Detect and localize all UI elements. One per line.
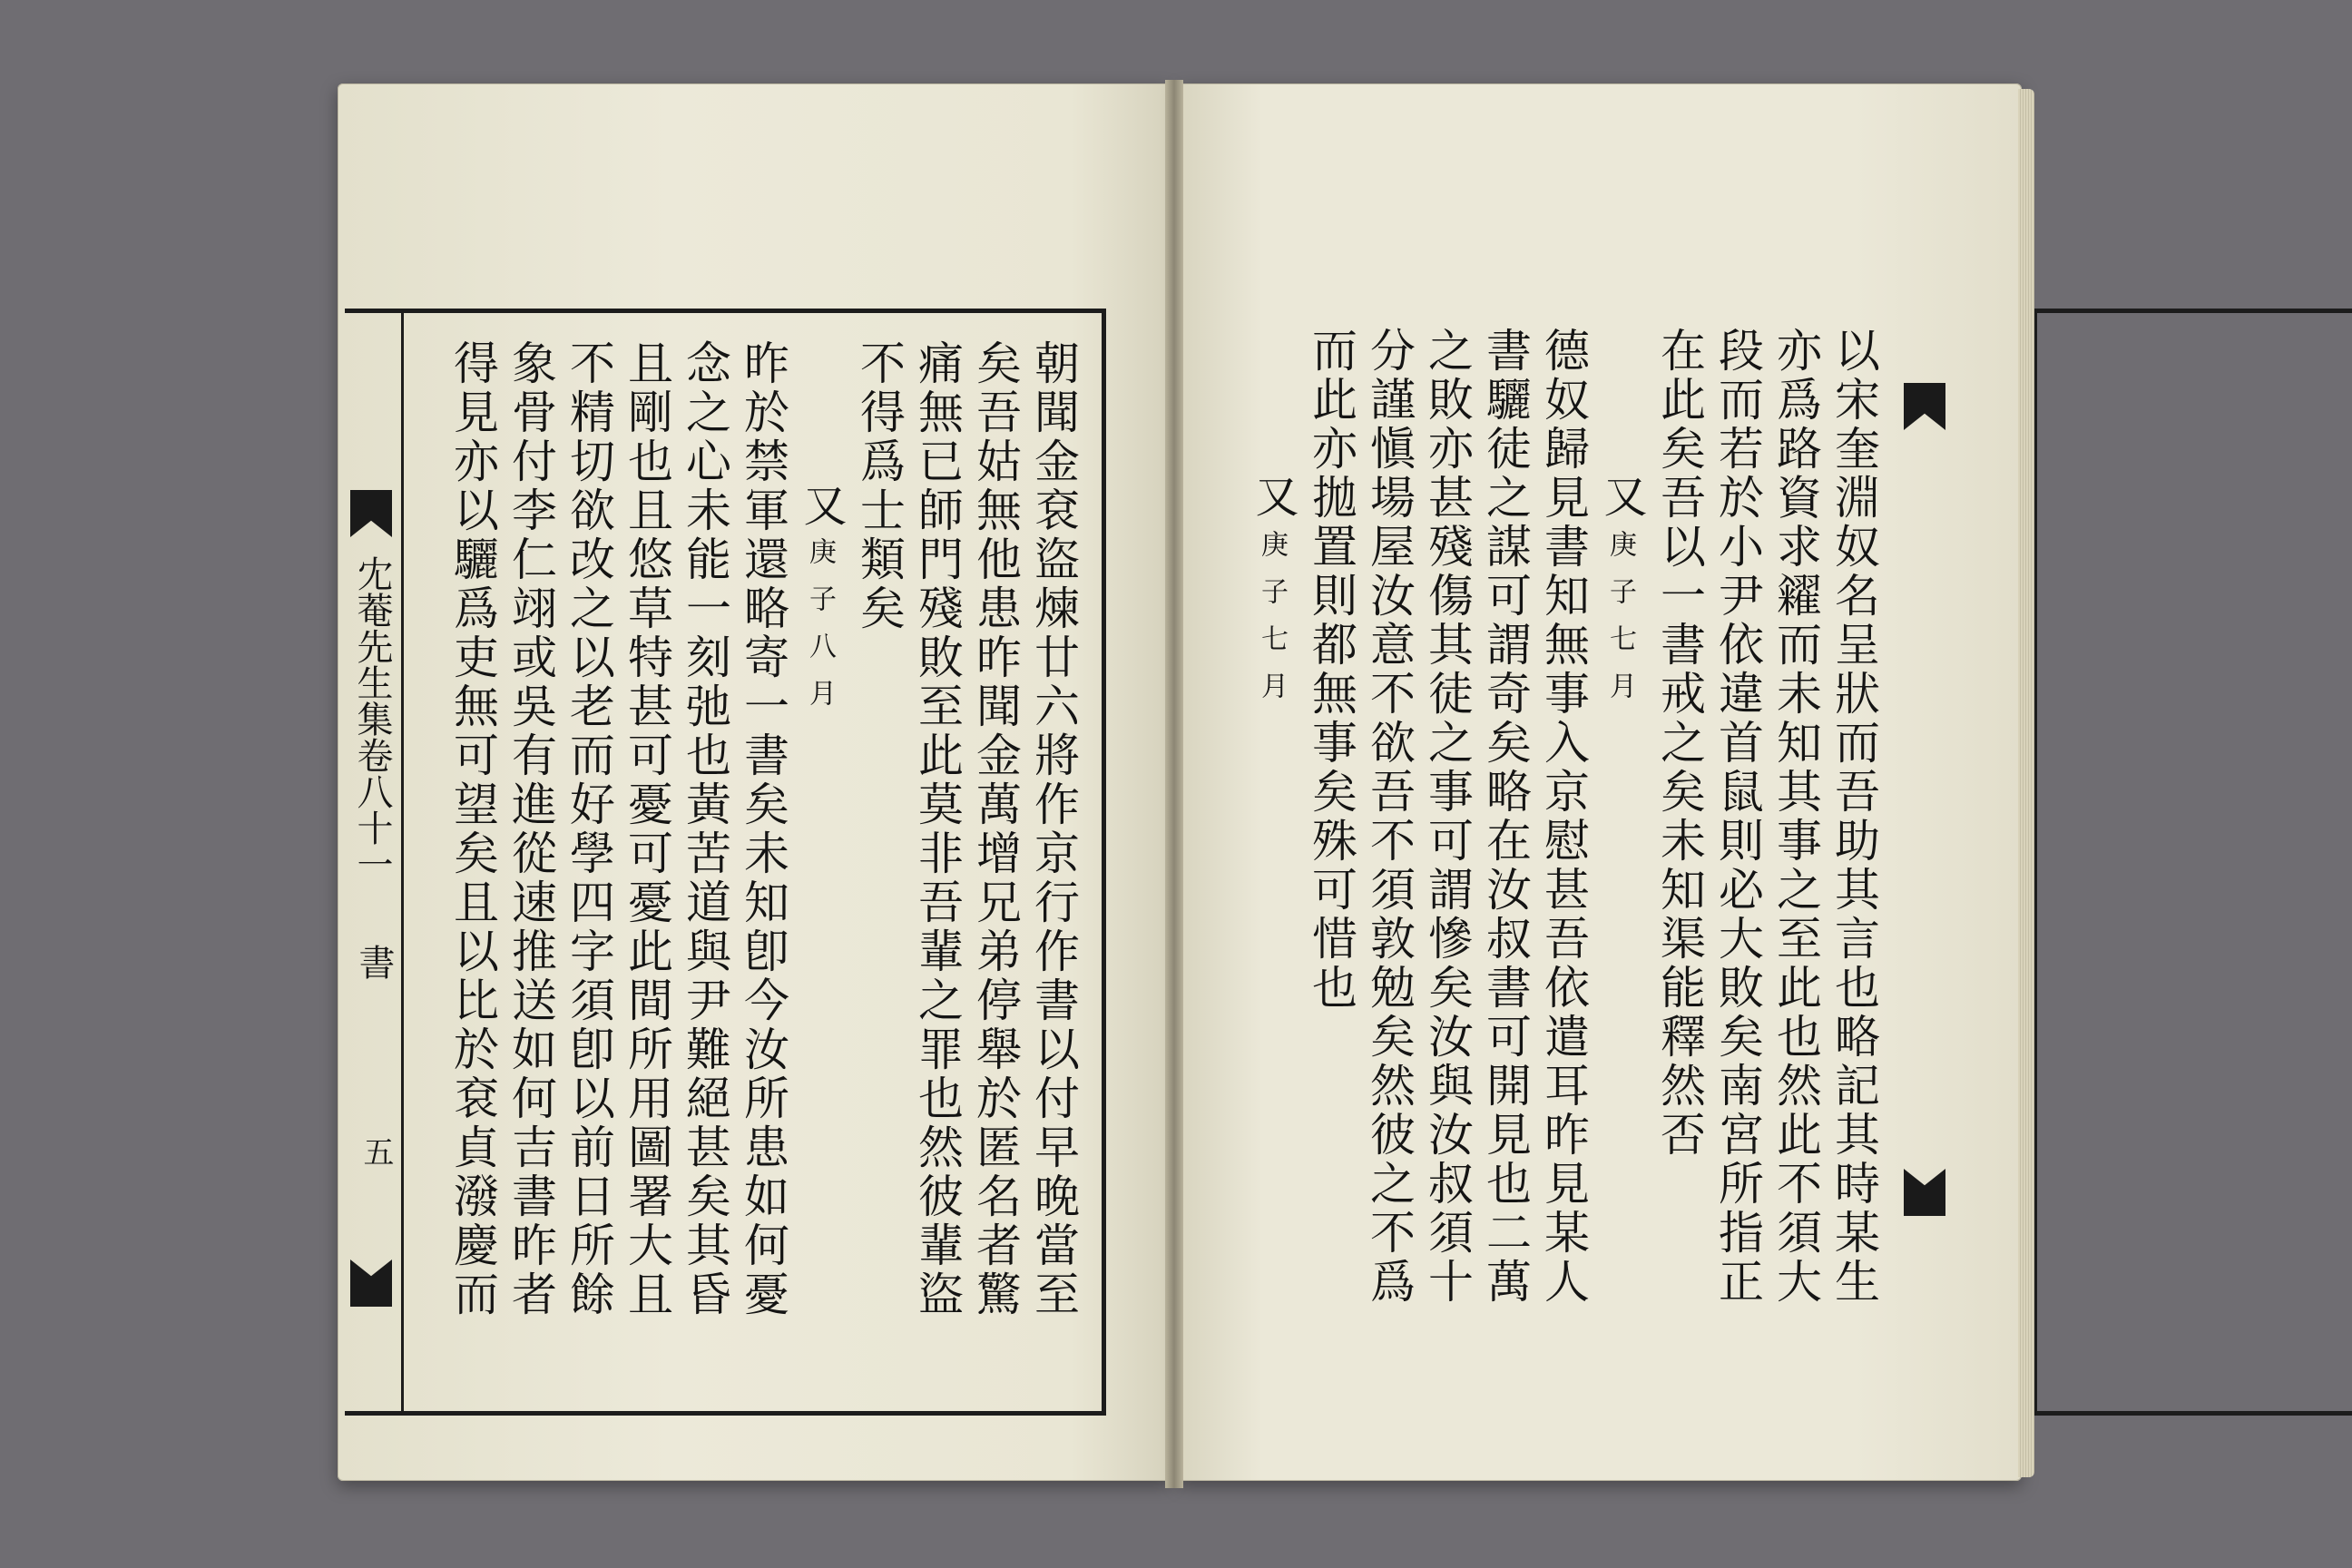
open-book [338,80,2034,1488]
section-heading: 又 [1596,474,1647,521]
section-heading: 又 [1248,474,1298,521]
text-column: 且剛也且悠草特甚可憂可憂此間所用圖署大且 [621,339,673,1319]
page-number: 五 [358,1136,394,1171]
text-column: 之敗亦甚殘傷其徒之事可謂慘矣汝與汝叔須十 [1421,327,1474,1307]
text-column: 書驪徒之謀可謂奇矣略在汝叔書可開見也二萬 [1479,327,1532,1307]
margin-title: 冘菴先生集卷八十一 [351,555,393,882]
text-column: 段而若於小尹依違首鼠則必大敗矣南宮所指正 [1711,327,1764,1307]
section-heading: 又 [796,483,847,530]
text-column: 德奴歸見書知無事入京慰甚吾依遣耳昨見某人 [1537,327,1590,1307]
right-text-frame [2031,309,2352,1416]
left-page [338,83,1171,1481]
text-column: 以宋奎淵奴名呈狀而吾助其言也略記其時某生 [1828,327,1880,1307]
text-column: 在此矣吾以一書戒之矣未知渠能釋然否 [1653,327,1706,1160]
fishtail-upper-icon [1904,383,1945,430]
text-column: 象骨付李仁翊或吳有進從速推送如何吉書昨者 [505,339,557,1319]
fishtail-lower-icon [1904,1169,1945,1216]
section-label: 書 [353,944,395,980]
right-page [1178,83,2022,1481]
text-column: 得見亦以驪爲吏無可望矣且以比於袞貞潑慶而 [446,339,499,1319]
date-note: 庚子七月 [1256,530,1288,719]
text-column: 不精切欲改之以老而好學四字須卽以前日所餘 [563,339,615,1319]
text-column: 不得爲士類矣 [853,339,906,633]
text-column: 痛無已師門殘敗至此莫非吾輩之罪也然彼輩盜 [911,339,964,1319]
text-column: 亦爲路資求糴而未知其事之至此也然此不須大 [1769,327,1822,1307]
text-column: 昨於禁軍還略寄一書矣未知卽今汝所患如何憂 [737,339,789,1319]
text-column: 而此亦拋置則都無事矣殊可惜也 [1305,327,1357,1013]
text-column: 分謹愼場屋汝意不欲吾不須敦勉矣然彼之不爲 [1363,327,1416,1307]
book-gutter [1165,80,1183,1488]
page-edges [2018,89,2034,1477]
date-note: 庚子八月 [804,537,836,726]
date-note: 庚子七月 [1604,530,1636,719]
text-column: 矣吾姑無他患昨聞金萬增兄弟停舉於匿名者驚 [969,339,1022,1319]
text-column: 朝聞金袞盜煉廿六將作京行作書以付早晚當至 [1027,339,1080,1319]
text-column: 念之心未能一刻弛也黃苦道與尹難絕甚矣其昏 [679,339,731,1319]
